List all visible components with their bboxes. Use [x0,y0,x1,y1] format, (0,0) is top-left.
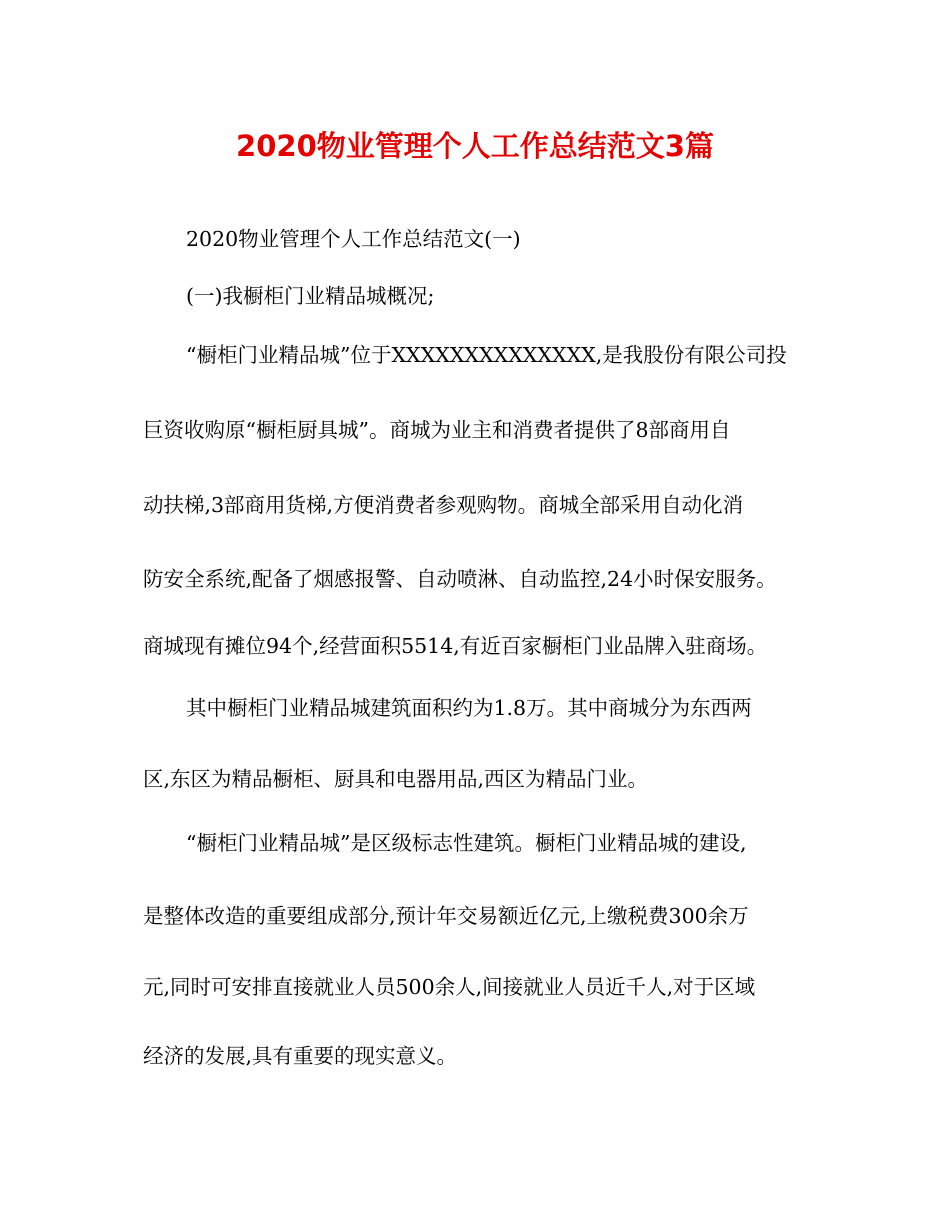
paragraph-line: 防安全系统,配备了烟感报警、自动喷淋、自动监控,24小时保安服务。 [143,567,777,591]
paragraph-line: 经济的发展,具有重要的现实意义。 [143,1044,458,1068]
paragraph-line: “橱柜门业精品城”是区级标志性建筑。橱柜门业精品城的建设, [186,831,747,855]
paragraph-line: 巨资收购原“橱柜厨具城”。商城为业主和消费者提供了8部商用自 [143,418,731,442]
section-heading: 2020物业管理个人工作总结范文(一) [186,227,521,251]
paragraph-line: 其中橱柜门业精品城建筑面积约为1.8万。其中商城分为东西两 [186,696,752,720]
paragraph-line: 动扶梯,3部商用货梯,方便消费者参观购物。商城全部采用自动化消 [143,493,744,517]
paragraph-line: 是整体改造的重要组成部分,预计年交易额近亿元,上缴税费300余万 [143,904,749,928]
paragraph-line: 元,同时可安排直接就业人员500余人,间接就业人员近千人,对于区域 [143,975,756,999]
paragraph-line: 商城现有摊位94个,经营面积5514,有近百家橱柜门业品牌入驻商场。 [143,634,768,658]
paragraph-line: “橱柜门业精品城”位于XXXXXXXXXXXXXX,是我股份有限公司投 [186,343,787,367]
document-title: 2020物业管理个人工作总结范文3篇 [236,129,714,163]
subheading: (一)我橱柜门业精品城概况; [186,284,435,308]
paragraph-line: 区,东区为精品橱柜、厨具和电器用品,西区为精品门业。 [143,767,649,791]
